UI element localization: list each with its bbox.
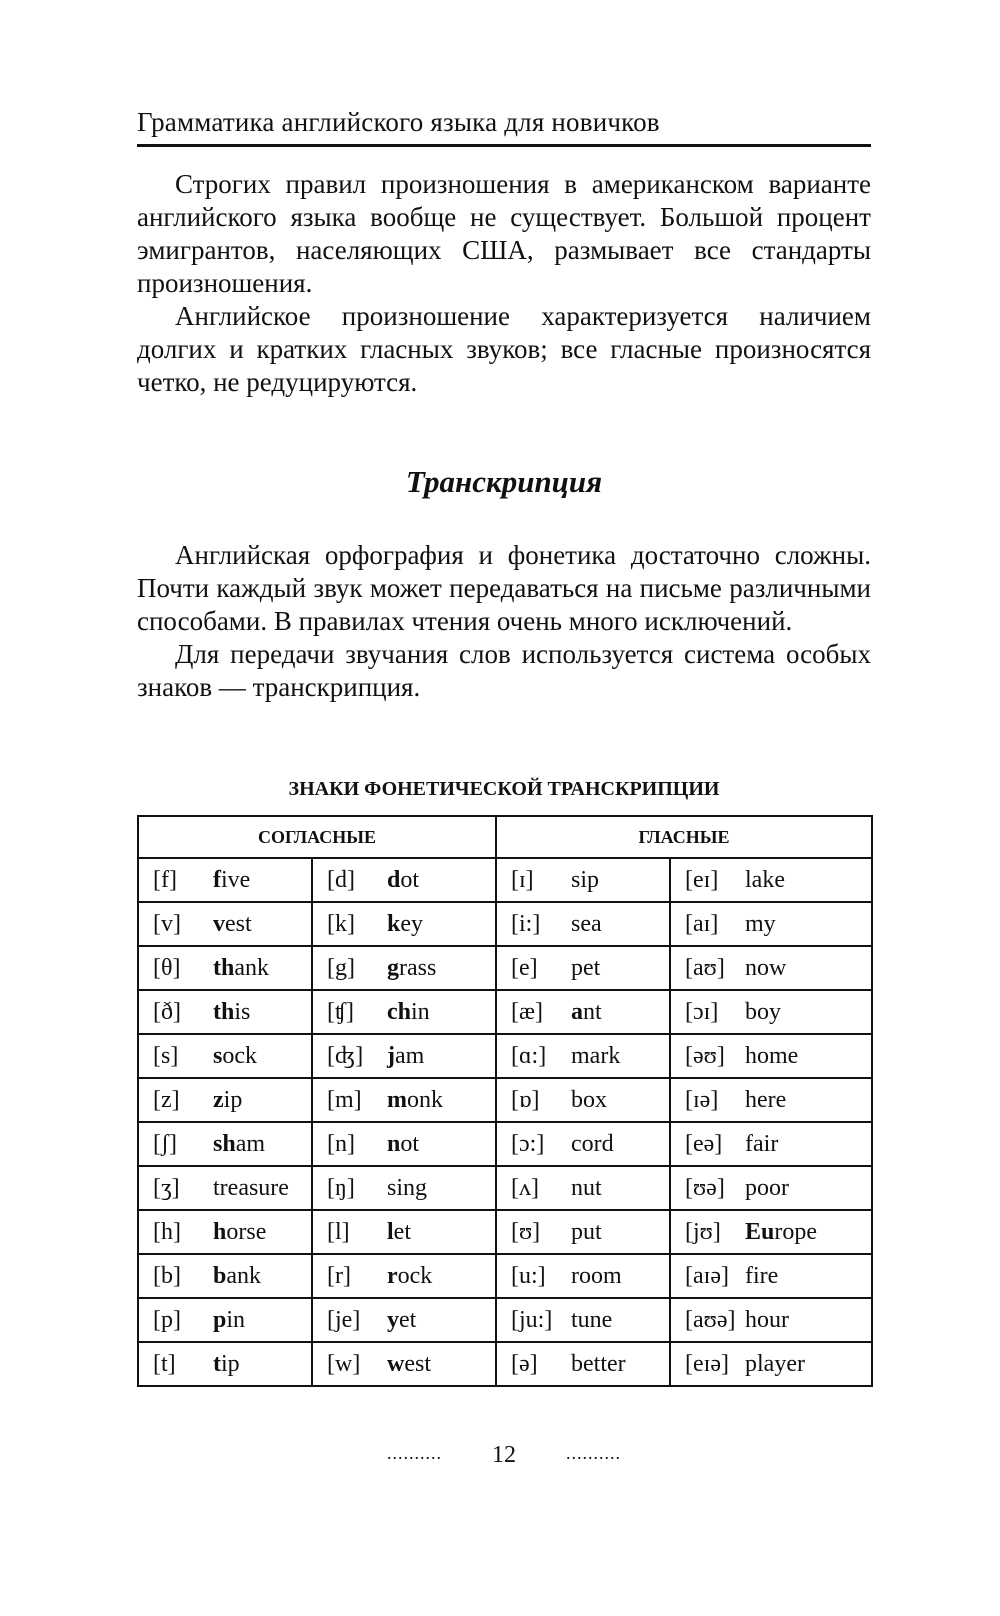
phoneme-cell (496, 1122, 670, 1166)
example-word-highlight: m (387, 1087, 407, 1113)
example-word (213, 1307, 245, 1333)
phoneme-symbol: [æ] (511, 999, 543, 1025)
example-word-rest: in (411, 999, 430, 1025)
phoneme-symbol: [ɑ:] (511, 1043, 547, 1069)
example-word (571, 1043, 620, 1069)
intro-paragraph-2: Английское произношение характеризуется наличием долгих и кратких гласных звуков; все гласные произносятся четко, не редуцируются. (137, 301, 871, 397)
example-word-highlight: b (213, 1263, 227, 1289)
example-word-highlight: y (387, 1307, 399, 1333)
phoneme-symbol: [jʊ] (685, 1219, 721, 1245)
example-word-rest: pet (571, 955, 601, 981)
example-word (213, 867, 250, 893)
example-word-rest: tune (571, 1307, 613, 1333)
phoneme-cell (138, 1210, 312, 1254)
phoneme-cell (138, 1166, 312, 1210)
table-row (138, 858, 872, 902)
phoneme-cell (312, 1166, 496, 1210)
phoneme-symbol: [e] (511, 955, 538, 981)
example-word (387, 1175, 427, 1201)
example-word-rest: is (234, 999, 251, 1025)
phoneme-symbol: [ð] (153, 999, 181, 1025)
example-word (571, 911, 602, 937)
phoneme-cell (670, 858, 872, 902)
phoneme-symbol: [z] (153, 1087, 180, 1113)
phoneme-cell (312, 1210, 496, 1254)
phoneme-cell (138, 858, 312, 902)
phoneme-symbol: [ʌ] (511, 1175, 539, 1201)
consonants-header: СОГЛАСНЫЕ (138, 816, 496, 858)
example-word-rest: ot (400, 1131, 420, 1157)
phoneme-cell (496, 990, 670, 1034)
example-word-rest: box (571, 1087, 607, 1113)
example-word (571, 1131, 614, 1157)
phoneme-cell (670, 990, 872, 1034)
example-word-rest: mark (571, 1043, 621, 1069)
example-word-rest: treasure (213, 1175, 289, 1201)
page-footer (137, 1438, 871, 1470)
example-word-rest: ip (221, 1351, 240, 1377)
example-word (213, 955, 269, 981)
example-word-highlight: j (387, 1043, 395, 1069)
example-word-highlight: v (213, 911, 225, 937)
phoneme-symbol: [h] (153, 1219, 181, 1245)
example-word-rest: rope (774, 1219, 818, 1245)
example-word-rest: fair (745, 1131, 779, 1157)
example-word-rest: ey (400, 911, 424, 937)
phoneme-symbol: [ʊə] (685, 1175, 725, 1201)
phoneme-cell (670, 1342, 872, 1386)
example-word-highlight: g (387, 955, 399, 981)
phoneme-cell (670, 1298, 872, 1342)
phoneme-symbol: [ʃ] (153, 1131, 177, 1157)
table-row (138, 1034, 872, 1078)
example-word-highlight: w (387, 1351, 405, 1377)
example-word (387, 1087, 443, 1113)
example-word (387, 1263, 432, 1289)
example-word (213, 911, 252, 937)
phoneme-cell (496, 858, 670, 902)
table-header-row (138, 816, 872, 858)
example-word-highlight: d (387, 867, 401, 893)
phoneme-cell (312, 1078, 496, 1122)
phoneme-symbol: [ɪə] (685, 1087, 719, 1113)
example-word-rest: orse (226, 1219, 267, 1245)
example-word (213, 1087, 242, 1113)
phoneme-cell (496, 1210, 670, 1254)
table-title: ЗНАКИ ФОНЕТИЧЕСКОЙ ТРАНСКРИПЦИИ (288, 778, 720, 800)
example-word-highlight: sh (213, 1131, 236, 1157)
example-word-highlight: Eu (745, 1219, 775, 1245)
example-word (745, 1087, 786, 1113)
example-word-rest: sip (571, 867, 600, 893)
table-row (138, 1254, 872, 1298)
example-word (387, 1043, 424, 1069)
example-word (571, 1263, 622, 1289)
example-word (745, 867, 785, 893)
example-word (745, 1219, 817, 1245)
phoneme-symbol: [b] (153, 1263, 181, 1289)
example-word-highlight: p (213, 1307, 227, 1333)
phoneme-symbol: [k] (327, 911, 355, 937)
example-word (745, 1043, 798, 1069)
phoneme-symbol: [əʊ] (685, 1043, 725, 1069)
example-word-highlight: th (213, 955, 235, 981)
phoneme-symbol: [w] (327, 1351, 361, 1377)
example-word-highlight: s (213, 1043, 223, 1069)
example-word-rest: ive (221, 867, 251, 893)
example-word (387, 955, 436, 981)
example-word-rest: home (745, 1043, 799, 1069)
example-word-rest: et (399, 1307, 417, 1333)
phoneme-symbol: [ʤ] (327, 1043, 364, 1069)
footer-dots-left: .......... (387, 1443, 442, 1463)
example-word-rest: room (571, 1263, 622, 1289)
phoneme-symbol: [n] (327, 1131, 355, 1157)
phoneme-symbol: [ŋ] (327, 1175, 355, 1201)
example-word-rest: in (226, 1307, 246, 1333)
phoneme-symbol: [aʊə] (685, 1307, 736, 1333)
phoneme-symbol: [l] (327, 1219, 350, 1245)
example-word (387, 1307, 416, 1333)
example-word-rest: fire (745, 1263, 779, 1289)
table-row (138, 1166, 872, 1210)
example-word-rest: am (395, 1043, 425, 1069)
example-word (387, 1351, 431, 1377)
example-word (213, 1131, 265, 1157)
example-word (387, 867, 419, 893)
phoneme-cell (496, 1166, 670, 1210)
phoneme-cell (138, 902, 312, 946)
phoneme-symbol: [θ] (153, 955, 181, 981)
phoneme-cell (312, 902, 496, 946)
example-word-rest: rass (399, 955, 437, 981)
example-word (213, 1175, 289, 1201)
example-word-rest: ank (226, 1263, 262, 1289)
phoneme-symbol: [u:] (511, 1263, 546, 1289)
phoneme-cell (496, 1078, 670, 1122)
intro-text (137, 168, 871, 399)
example-word-rest: lake (745, 867, 785, 893)
example-word (571, 955, 600, 981)
example-word (745, 1351, 805, 1377)
phoneme-cell (312, 946, 496, 990)
example-word (745, 1263, 778, 1289)
example-word-rest: ank (234, 955, 269, 981)
example-word (213, 1219, 266, 1245)
phoneme-symbol: [aʊ] (685, 955, 725, 981)
table-row (138, 1122, 872, 1166)
example-word-rest: onk (407, 1087, 443, 1113)
example-word (387, 999, 430, 1025)
example-word (571, 1307, 612, 1333)
example-word-rest: hour (745, 1307, 789, 1333)
example-word-rest: now (745, 955, 787, 981)
phoneme-symbol: [p] (153, 1307, 181, 1333)
example-word (745, 1175, 789, 1201)
phoneme-cell (312, 1034, 496, 1078)
body-text (137, 539, 871, 704)
phoneme-symbol: [ju:] (511, 1307, 553, 1333)
phoneme-cell (670, 946, 872, 990)
example-word-highlight: a (571, 999, 583, 1025)
phoneme-symbol: [eə] (685, 1131, 723, 1157)
example-word (745, 911, 776, 937)
example-word (213, 1263, 261, 1289)
example-word (571, 1175, 602, 1201)
phoneme-cell (496, 1254, 670, 1298)
phoneme-cell (138, 1254, 312, 1298)
phoneme-cell (138, 946, 312, 990)
phoneme-symbol: [ʊ] (511, 1219, 541, 1245)
example-word (571, 1219, 602, 1245)
example-word-highlight: h (213, 1219, 227, 1245)
phoneme-cell (496, 1342, 670, 1386)
example-word (745, 1131, 778, 1157)
phoneme-cell (312, 858, 496, 902)
example-word-rest: ip (223, 1087, 243, 1113)
example-word-rest: est (225, 911, 252, 937)
example-word-rest: player (745, 1351, 805, 1377)
phoneme-symbol: [g] (327, 955, 355, 981)
phoneme-cell (138, 1078, 312, 1122)
phoneme-cell (138, 1034, 312, 1078)
phoneme-symbol: [eɪə] (685, 1351, 729, 1377)
example-word (745, 999, 781, 1025)
phoneme-symbol: [d] (327, 867, 355, 893)
example-word-rest: put (571, 1219, 602, 1245)
phonetic-table (137, 815, 873, 1387)
table-row (138, 1078, 872, 1122)
table-row (138, 990, 872, 1034)
phoneme-cell (496, 946, 670, 990)
phoneme-symbol: [ɔ:] (511, 1131, 545, 1157)
example-word (745, 955, 786, 981)
phoneme-cell (496, 1298, 670, 1342)
example-word-rest: ock (222, 1043, 257, 1069)
example-word (387, 911, 423, 937)
example-word (571, 999, 602, 1025)
phoneme-symbol: [ɒ] (511, 1087, 540, 1113)
phoneme-symbol: [ʧ] (327, 999, 355, 1025)
phoneme-symbol: [f] (153, 867, 177, 893)
example-word (745, 1307, 789, 1333)
phoneme-cell (312, 1122, 496, 1166)
phoneme-cell (138, 1122, 312, 1166)
running-head: Грамматика английского языка для новичков (137, 104, 871, 147)
example-word (571, 1087, 607, 1113)
example-word (387, 1219, 411, 1245)
phoneme-cell (670, 1254, 872, 1298)
example-word-highlight: th (213, 999, 235, 1025)
example-word (213, 1043, 257, 1069)
phoneme-cell (312, 990, 496, 1034)
phoneme-symbol: [aɪ] (685, 911, 719, 937)
phoneme-cell (312, 1254, 496, 1298)
example-word-highlight: k (387, 911, 401, 937)
phoneme-cell (138, 1342, 312, 1386)
example-word-highlight: r (387, 1263, 398, 1289)
example-word-highlight: z (213, 1087, 224, 1113)
phoneme-symbol: [ʒ] (153, 1175, 180, 1201)
phoneme-cell (670, 1122, 872, 1166)
phoneme-cell (670, 1034, 872, 1078)
phoneme-cell (670, 1078, 872, 1122)
phoneme-symbol: [v] (153, 911, 181, 937)
example-word-rest: et (393, 1219, 411, 1245)
example-word-highlight: l (387, 1219, 394, 1245)
phoneme-cell (670, 902, 872, 946)
example-word-highlight: n (387, 1131, 401, 1157)
example-word (571, 1351, 626, 1377)
example-word-rest: sea (571, 911, 602, 937)
example-word-rest: sing (387, 1175, 428, 1201)
example-word-rest: ot (400, 867, 420, 893)
example-word-rest: nt (583, 999, 602, 1025)
phoneme-cell (138, 990, 312, 1034)
table-body (138, 858, 872, 1386)
example-word-highlight: ch (387, 999, 411, 1025)
intro-paragraph-1: Строгих правил произношения в американском варианте английского языка вообще не существует. Большой процент эмигрантов, населяющих США, размывает все стандарты произношения. (137, 169, 871, 298)
table-row (138, 1342, 872, 1386)
table-row (138, 1210, 872, 1254)
page-number: 12 (492, 1442, 516, 1468)
example-word-rest: boy (745, 999, 781, 1025)
example-word-highlight: f (213, 867, 221, 893)
example-word-rest: better (571, 1351, 626, 1377)
phoneme-symbol: [t] (153, 1351, 176, 1377)
example-word-rest: here (745, 1087, 787, 1113)
example-word (571, 867, 599, 893)
example-word (213, 1351, 240, 1377)
phoneme-cell (312, 1298, 496, 1342)
example-word (387, 1131, 419, 1157)
phoneme-symbol: [eɪ] (685, 867, 719, 893)
example-word-rest: am (235, 1131, 266, 1157)
example-word-rest: est (404, 1351, 432, 1377)
example-word (213, 999, 250, 1025)
phoneme-symbol: [s] (153, 1043, 179, 1069)
example-word-rest: poor (745, 1175, 789, 1201)
phoneme-symbol: [ə] (511, 1351, 538, 1377)
phoneme-cell (496, 902, 670, 946)
table-row (138, 902, 872, 946)
table-row (138, 1298, 872, 1342)
body-paragraph-2: Для передачи звучания слов используется система особых знаков — транскрипция. (137, 639, 871, 702)
vowels-header: ГЛАСНЫЕ (496, 816, 872, 858)
phoneme-symbol: [m] (327, 1087, 362, 1113)
example-word-rest: ock (397, 1263, 433, 1289)
phoneme-cell (138, 1298, 312, 1342)
footer-dots-right: .......... (566, 1443, 621, 1463)
phoneme-symbol: [ɔɪ] (685, 999, 719, 1025)
phoneme-cell (670, 1210, 872, 1254)
phoneme-symbol: [r] (327, 1263, 351, 1289)
table-row (138, 946, 872, 990)
phoneme-cell (312, 1342, 496, 1386)
phoneme-symbol: [i:] (511, 911, 541, 937)
phoneme-symbol: [je] (327, 1307, 361, 1333)
body-paragraph-1: Английская орфография и фонетика достаточно сложны. Почти каждый звук может передаваться на письме различными способами. В правилах чтения очень много исключений. (137, 540, 871, 636)
phoneme-symbol: [aɪə] (685, 1263, 729, 1289)
phoneme-cell (496, 1034, 670, 1078)
example-word-rest: my (745, 911, 776, 937)
phoneme-symbol: [ɪ] (511, 867, 534, 893)
example-word-rest: nut (571, 1175, 602, 1201)
example-word-rest: cord (571, 1131, 614, 1157)
section-title: Транскрипция (405, 464, 603, 499)
example-word-highlight: t (213, 1351, 221, 1377)
phoneme-cell (670, 1166, 872, 1210)
